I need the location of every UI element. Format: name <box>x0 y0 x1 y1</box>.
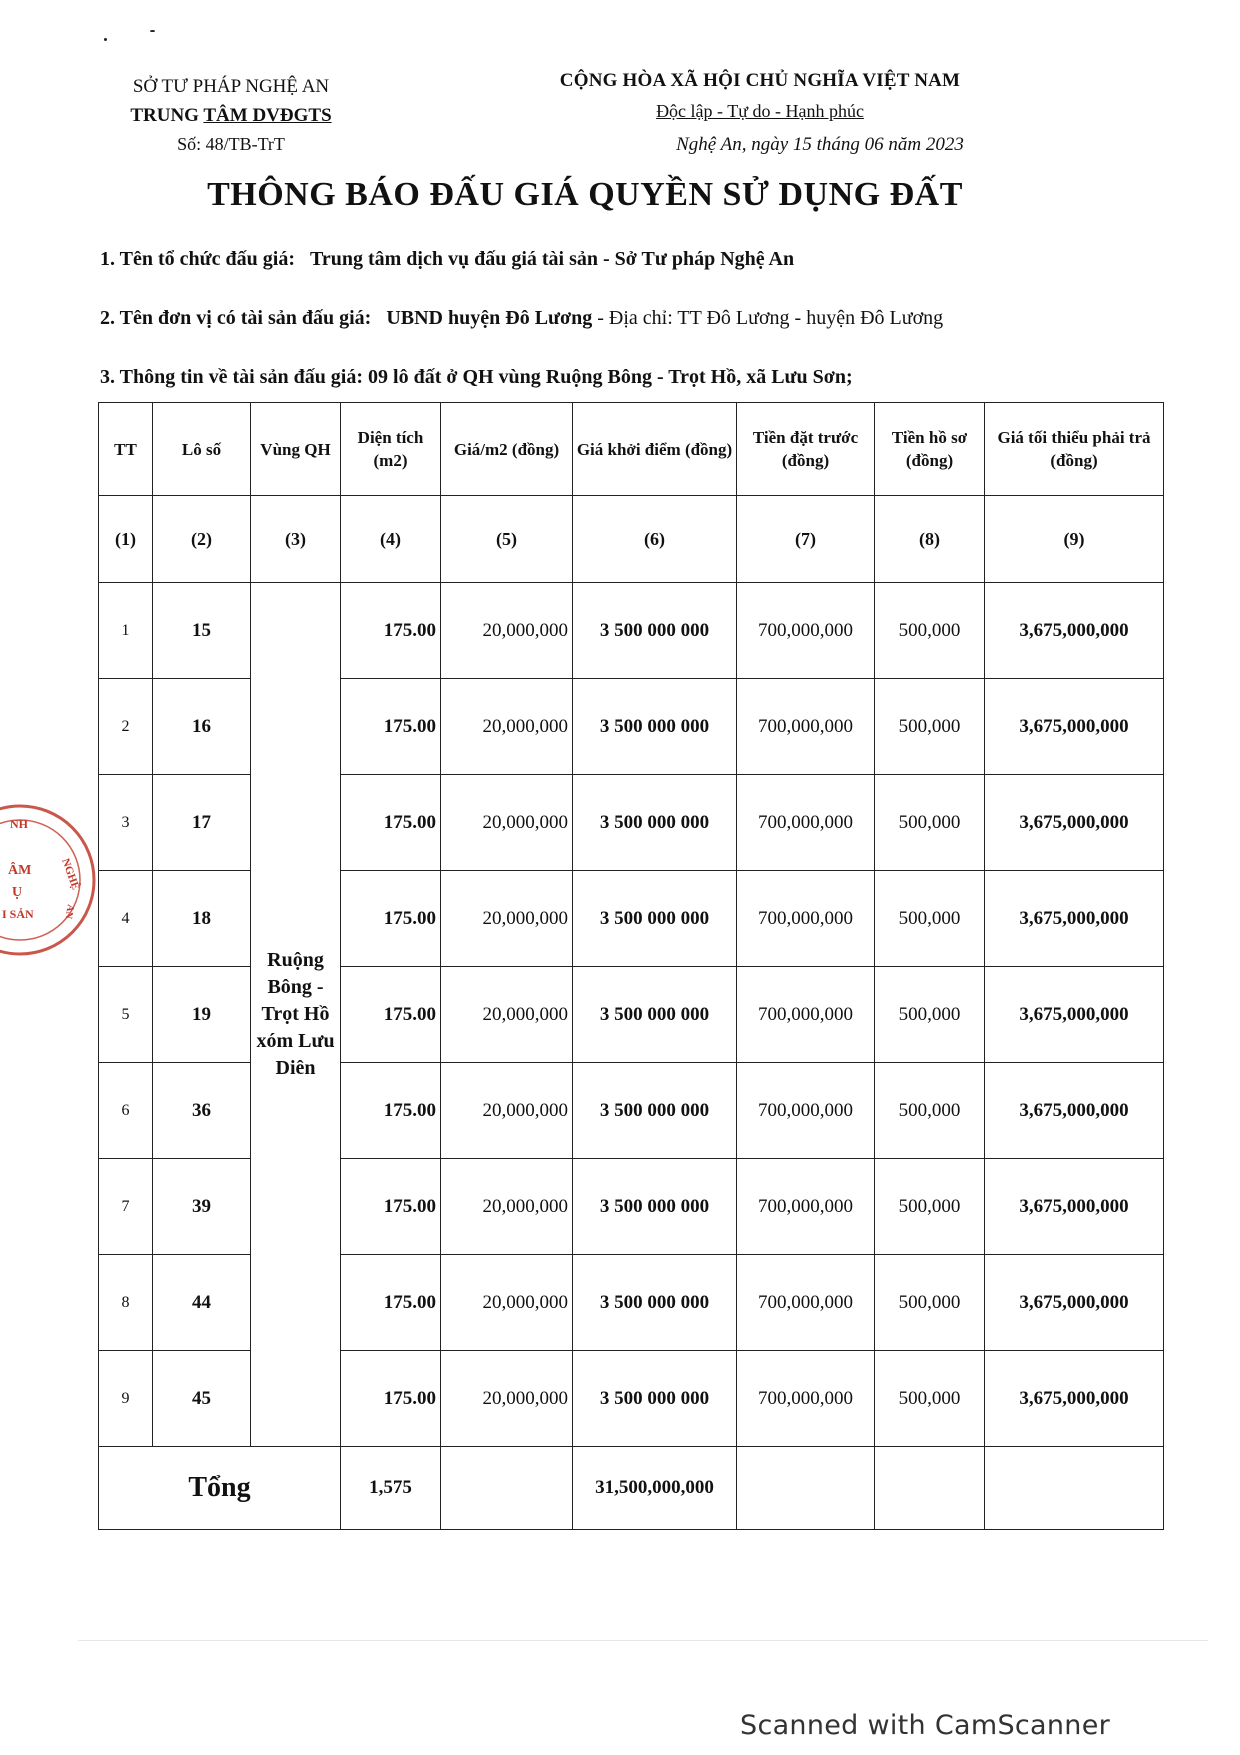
info-item-3-text: 3. Thông tin về tài sản đấu giá: 09 lô đất ở QH vùng Ruộng Bông - Trọt Hồ, xã Lưu Sơn; <box>100 366 853 388</box>
cell-lot: 16 <box>153 679 251 775</box>
cell-fee: 500,000 <box>875 679 985 775</box>
cell-zone: Ruộng Bông - Trọt Hồ xóm Lưu Diên <box>251 583 341 1447</box>
document-title: THÔNG BÁO ĐẤU GIÁ QUYỀN SỬ DỤNG ĐẤT <box>207 176 963 213</box>
colnum-2: (2) <box>153 496 251 583</box>
info-item-1 <box>100 248 794 271</box>
cell-deposit: 700,000,000 <box>737 775 875 871</box>
cell-area: 175.00 <box>341 871 441 967</box>
cell-tt: 6 <box>99 1063 153 1159</box>
colnum-3: (3) <box>251 496 341 583</box>
cell-area: 175.00 <box>341 679 441 775</box>
header-zone: Vùng QH <box>251 403 341 496</box>
total-empty-fee <box>875 1447 985 1530</box>
auction-table <box>98 402 1164 1530</box>
table-body <box>99 496 1164 1447</box>
cell-deposit: 700,000,000 <box>737 1063 875 1159</box>
cell-tt: 2 <box>99 679 153 775</box>
cell-lot: 45 <box>153 1351 251 1447</box>
seal-text-1: NH <box>10 817 28 831</box>
total-row <box>99 1447 1164 1530</box>
cell-min-pay: 3,675,000,000 <box>985 1255 1164 1351</box>
cell-start-price: 3 500 000 000 <box>573 679 737 775</box>
cell-start-price: 3 500 000 000 <box>573 775 737 871</box>
header-deposit: Tiền đặt trước (đồng) <box>737 403 875 496</box>
scan-specks <box>104 28 164 48</box>
cell-price-m2: 20,000,000 <box>441 871 573 967</box>
total-area: 1,575 <box>341 1447 441 1530</box>
cell-price-m2: 20,000,000 <box>441 1351 573 1447</box>
cell-area: 175.00 <box>341 583 441 679</box>
national-motto: Độc lập - Tự do - Hạnh phúc <box>656 101 864 121</box>
total-empty-deposit <box>737 1447 875 1530</box>
cell-price-m2: 20,000,000 <box>441 775 573 871</box>
column-number-row <box>99 496 1164 583</box>
colnum-5: (5) <box>441 496 573 583</box>
colnum-4: (4) <box>341 496 441 583</box>
cell-lot: 18 <box>153 871 251 967</box>
cell-lot: 39 <box>153 1159 251 1255</box>
cell-deposit: 700,000,000 <box>737 583 875 679</box>
cell-start-price: 3 500 000 000 <box>573 1351 737 1447</box>
cell-fee: 500,000 <box>875 1255 985 1351</box>
cell-fee: 500,000 <box>875 583 985 679</box>
cell-tt: 9 <box>99 1351 153 1447</box>
colnum-1: (1) <box>99 496 153 583</box>
cell-price-m2: 20,000,000 <box>441 583 573 679</box>
cell-start-price: 3 500 000 000 <box>573 1159 737 1255</box>
seal-text-6: AN <box>62 903 76 920</box>
info-item-2-label: 2. Tên đơn vị có tài sản đấu giá: <box>100 307 372 329</box>
info-item-2-value-rest: - Địa chỉ: TT Đô Lương - huyện Đô Lương <box>592 307 944 329</box>
header-start-price: Giá khởi điểm (đồng) <box>573 403 737 496</box>
cell-price-m2: 20,000,000 <box>441 1063 573 1159</box>
colnum-8: (8) <box>875 496 985 583</box>
cell-min-pay: 3,675,000,000 <box>985 1159 1164 1255</box>
seal-text-4: I SẢN <box>2 907 34 921</box>
national-header-block <box>500 66 1020 160</box>
cell-deposit: 700,000,000 <box>737 1255 875 1351</box>
cell-lot: 44 <box>153 1255 251 1351</box>
colnum-6: (6) <box>573 496 737 583</box>
total-empty-min-pay <box>985 1447 1164 1530</box>
cell-start-price: 3 500 000 000 <box>573 1063 737 1159</box>
info-item-2 <box>100 307 943 330</box>
total-label: Tổng <box>99 1447 341 1530</box>
table-header-row <box>99 403 1164 496</box>
cell-start-price: 3 500 000 000 <box>573 967 737 1063</box>
header-tt: TT <box>99 403 153 496</box>
cell-deposit: 700,000,000 <box>737 871 875 967</box>
table-row <box>99 583 1164 679</box>
cell-fee: 500,000 <box>875 775 985 871</box>
seal-text-2: ÂM <box>8 863 32 878</box>
total-empty-price-m2 <box>441 1447 573 1530</box>
info-item-2-value-bold: UBND huyện Đô Lương <box>386 307 593 329</box>
info-item-1-value: Trung tâm dịch vụ đấu giá tài sản - Sở Tư pháp Nghệ An <box>309 248 795 270</box>
cell-area: 175.00 <box>341 1063 441 1159</box>
cell-min-pay: 3,675,000,000 <box>985 583 1164 679</box>
cell-tt: 8 <box>99 1255 153 1351</box>
issuing-agency-block <box>96 72 366 159</box>
seal-text-3: Ụ <box>12 885 23 900</box>
cell-tt: 4 <box>99 871 153 967</box>
cell-min-pay: 3,675,000,000 <box>985 967 1164 1063</box>
agency-name-part2: TÂM DVĐGTS <box>203 105 332 126</box>
seal-text-5: NGHỆ <box>59 856 82 892</box>
info-item-3 <box>100 366 853 389</box>
cell-fee: 500,000 <box>875 1159 985 1255</box>
document-number: Số: 48/TB-TrT <box>177 134 285 154</box>
date-line: Nghệ An, ngày 15 tháng 06 năm 2023 <box>676 134 964 155</box>
cell-lot: 36 <box>153 1063 251 1159</box>
colnum-7: (7) <box>737 496 875 583</box>
cell-start-price: 3 500 000 000 <box>573 871 737 967</box>
cell-min-pay: 3,675,000,000 <box>985 1063 1164 1159</box>
agency-name <box>96 101 366 130</box>
cell-lot: 19 <box>153 967 251 1063</box>
agency-name-part1: TRUNG <box>130 105 204 126</box>
cell-price-m2: 20,000,000 <box>441 1159 573 1255</box>
cell-tt: 3 <box>99 775 153 871</box>
seal-graphic <box>0 800 100 960</box>
cell-fee: 500,000 <box>875 967 985 1063</box>
cell-min-pay: 3,675,000,000 <box>985 679 1164 775</box>
cell-price-m2: 20,000,000 <box>441 1255 573 1351</box>
cell-deposit: 700,000,000 <box>737 967 875 1063</box>
header-price-m2: Giá/m2 (đồng) <box>441 403 573 496</box>
colnum-9: (9) <box>985 496 1164 583</box>
cell-lot: 15 <box>153 583 251 679</box>
cell-lot: 17 <box>153 775 251 871</box>
cell-tt: 7 <box>99 1159 153 1255</box>
cell-price-m2: 20,000,000 <box>441 679 573 775</box>
cell-min-pay: 3,675,000,000 <box>985 871 1164 967</box>
cell-area: 175.00 <box>341 967 441 1063</box>
cell-deposit: 700,000,000 <box>737 1159 875 1255</box>
cell-price-m2: 20,000,000 <box>441 967 573 1063</box>
header-area: Diện tích (m2) <box>341 403 441 496</box>
header-fee: Tiền hồ sơ (đồng) <box>875 403 985 496</box>
cell-fee: 500,000 <box>875 871 985 967</box>
cell-deposit: 700,000,000 <box>737 1351 875 1447</box>
info-item-1-label: 1. Tên tổ chức đấu giá: <box>100 248 295 270</box>
cell-tt: 1 <box>99 583 153 679</box>
cell-tt: 5 <box>99 967 153 1063</box>
cell-start-price: 3 500 000 000 <box>573 583 737 679</box>
cell-fee: 500,000 <box>875 1351 985 1447</box>
cell-area: 175.00 <box>341 1351 441 1447</box>
official-seal <box>0 800 100 960</box>
cell-area: 175.00 <box>341 775 441 871</box>
cell-min-pay: 3,675,000,000 <box>985 775 1164 871</box>
header-lot: Lô số <box>153 403 251 496</box>
cell-min-pay: 3,675,000,000 <box>985 1351 1164 1447</box>
page-bottom-edge <box>78 1640 1208 1641</box>
total-start-price: 31,500,000,000 <box>573 1447 737 1530</box>
country-name: CỘNG HÒA XÃ HỘI CHỦ NGHĨA VIỆT NAM <box>559 70 961 91</box>
cell-fee: 500,000 <box>875 1063 985 1159</box>
header-min-pay: Giá tối thiểu phải trả (đồng) <box>985 403 1164 496</box>
scanner-watermark: Scanned with CamScanner <box>740 1710 1111 1741</box>
cell-deposit: 700,000,000 <box>737 679 875 775</box>
agency-parent: SỞ TƯ PHÁP NGHỆ AN <box>132 76 330 97</box>
cell-area: 175.00 <box>341 1159 441 1255</box>
cell-area: 175.00 <box>341 1255 441 1351</box>
cell-start-price: 3 500 000 000 <box>573 1255 737 1351</box>
